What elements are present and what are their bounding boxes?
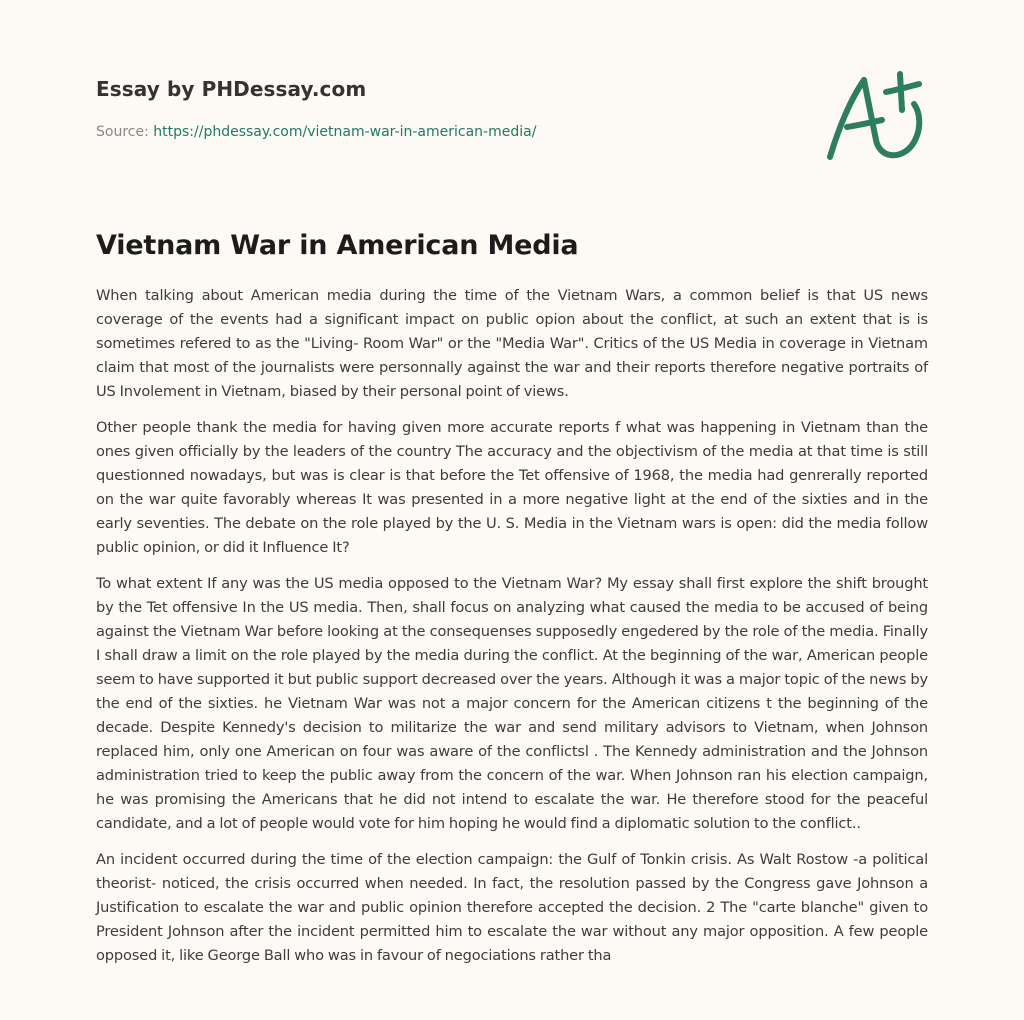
- a-plus-grade-icon: [812, 60, 942, 180]
- essay-body: [96, 284, 928, 980]
- site-title: Essay by PHDessay.com: [96, 77, 367, 101]
- source-link[interactable]: https://phdessay.com/vietnam-war-in-american-media/: [153, 124, 537, 140]
- essay-paragraph: When talking about American media during the time of the Vietnam Wars, a common belief is that US news coverage of the events had a significant impact on public opion about the conflict, at such an extent that is is sometimes refered to as the "Living- Room War" or the "Media War". Critics of the US Media in coverage in Vietnam claim that most of the journalists were personnally against the war and their reports therefore negative portraits of US Involement in Vietnam, biased by their personal point of views.: [96, 287, 928, 400]
- essay-paragraph: Other people thank the media for having given more accurate reports f what was happening in Vietnam than the ones given officially by the leaders of the country The accuracy and the objectivism of the media at that time is still questionned nowadays, but was is clear is that before the Tet offensive of 1968, the media had genrerally reported on the war quite favorably whereas It was presented in a more negative light at the end of the sixties and in the early seventies. The debate on the role played by the U. S. Media in the Vietnam wars is open: did the media follow public opinion, or did it Influence It?: [96, 419, 928, 556]
- essay-paragraph: To what extent If any was the US media opposed to the Vietnam War? My essay shall first explore the shift brought by the Tet offensive In the US media. Then, shall focus on analyzing what caused the media to be accused of being against the Vietnam War before looking at the consequenses supposedly engedered by the role of the media. Finally I shall draw a limit on the role played by the media during the conflict. At the beginning of the war, American people seem to have supported it but public support decreased over the years. Although it was a major topic of the news by the end of the sixties. he Vietnam War was not a major concern for the American citizens t the beginning of the decade. Despite Kennedy's decision to militarize the war and send military advisors to Vietnam, when Johnson replaced him, only one American on four was aware of the conflictsl . The Kennedy administration and the Johnson administration tried to keep the public away from the concern of the war. When Johnson ran his election campaign, he was promising the Americans that he did not intend to escalate the war. He therefore stood for the peaceful candidate, and a lot of people would vote for him hoping he would find a diplomatic solution to the conflict..: [96, 575, 928, 832]
- essay-header: [96, 74, 696, 142]
- essay-paragraph: An incident occurred during the time of the election campaign: the Gulf of Tonkin crisis. As Walt Rostow -a political theorist- noticed, the crisis occurred when needed. In fact, the resolution passed by the Congress gave Johnson a Justification to escalate the war and public opinion therefore accepted the decision. 2 The "carte blanche" given to President Johnson after the incident permitted him to escalate the war without any major opposition. A few people opposed it, like George Ball who was in favour of negociations rather tha: [96, 851, 928, 964]
- source-label: Source:: [96, 124, 149, 140]
- essay-title: Vietnam War in American Media: [96, 230, 579, 261]
- source-line: [96, 122, 696, 142]
